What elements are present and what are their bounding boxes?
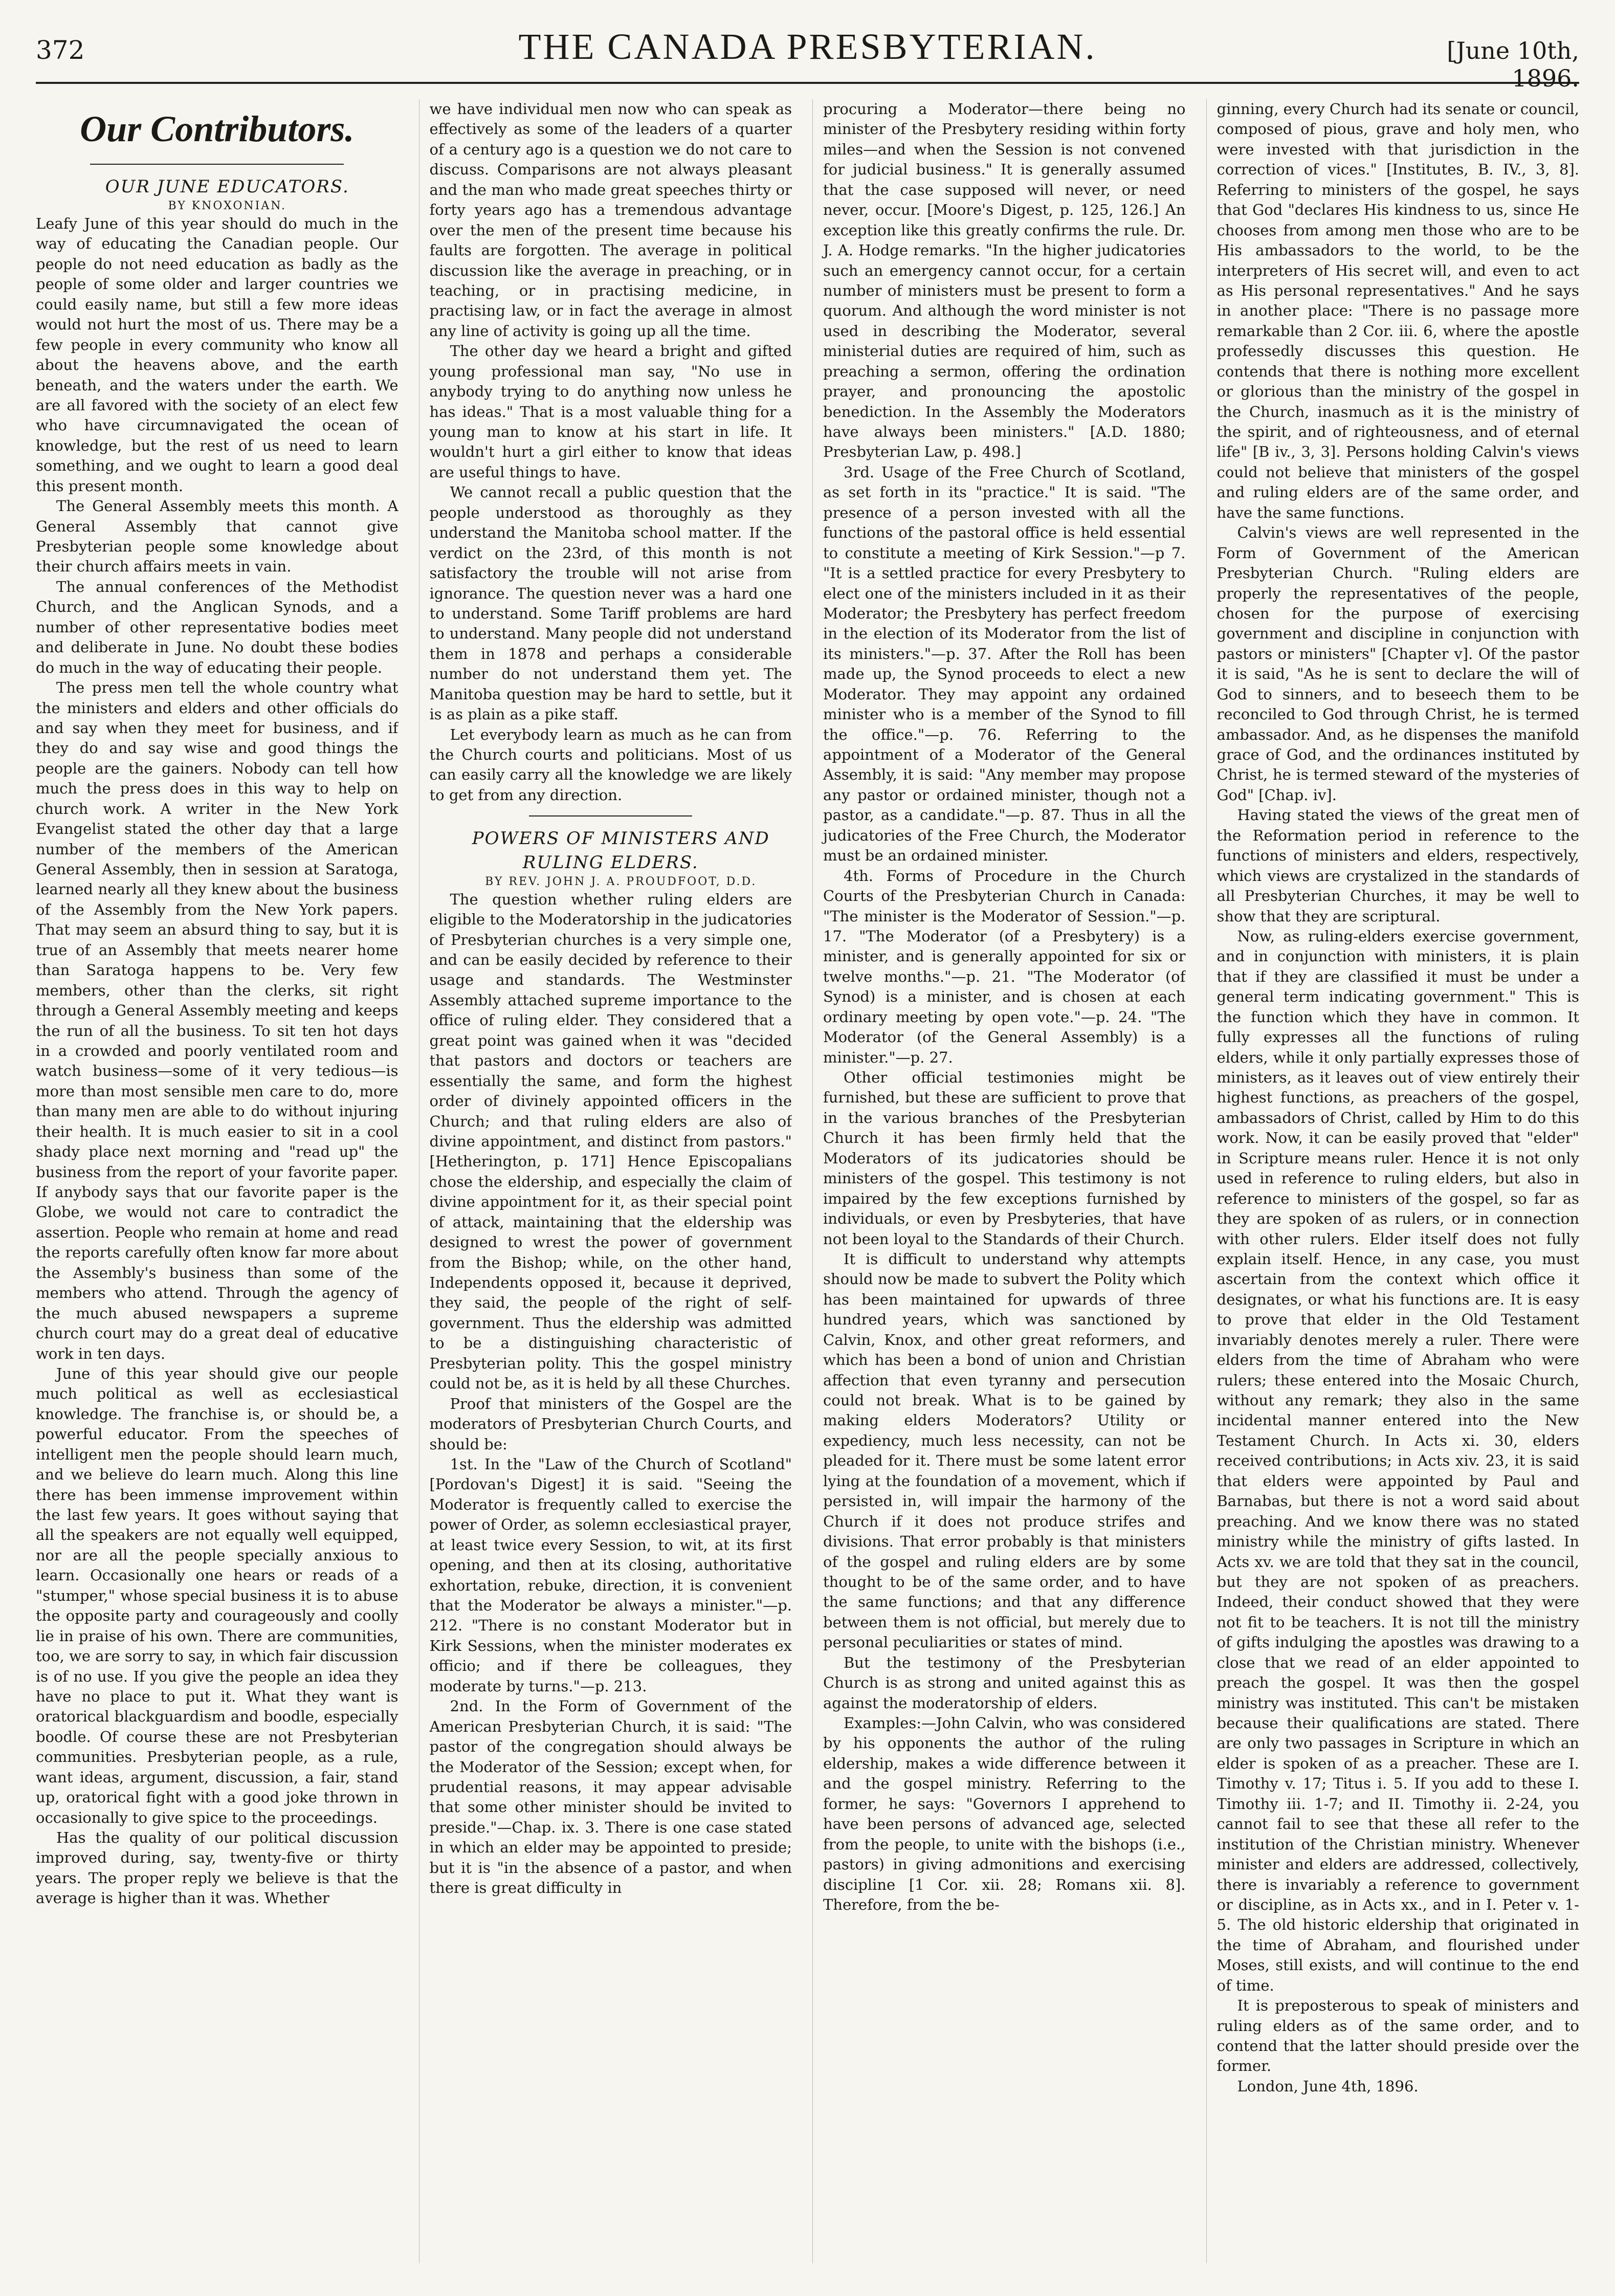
paragraph: Examples:—John Calvin, who was considered by his opponents the author of the ruling eldership, makes a wide difference between it and the gospel ministry. Referring to the former, he says: "Governors I apprehend to have been persons of advanced age, selected from the people, to unite with the bishops (i.e., pastors) in giving admonitions and exercising discipline [1 Cor. xii. 28; Romans xii. 8]. Therefore, from the be- [823,1714,1186,1913]
paragraph: The other day we heard a bright and gifted young professional man say, "No use in anybody trying to do anything now unless he has ideas." That is a most valuable thing for a young man to know at his start in life. It wouldn't hurt a girl either to know that ideas are useful things to have. [429,342,792,481]
paragraph: It is preposterous to speak of ministers and ruling elders as of the same order, and to contend that the latter should preside over the former. [1216,1997,1579,2075]
newspaper-title: THE CANADA PRESBYTERIAN. [518,26,1097,67]
paragraph: The General Assembly meets this month. A General Assembly that cannot give Presbyterian people some knowledge about their church affairs meets in vain. [36,497,399,576]
paragraph: It is difficult to understand why attempts should now be made to subvert the Polity which has been maintained for upwards of three hundred years, which was sanctioned by Calvin, Knox, and other great reformers, and which has been a bond of union and Christian affection that even tyranny and persecution could not break. What is to be gained by making elders Moderators? Utility or expediency, much less necessity, can not be pleaded for it. There must be some latent error lying at the foundation of a movement, which if persisted in, will impair the harmony of the Church if it does not produce strifes and divisions. That error probably is that ministers of the gospel and ruling elders are by some thought to be of the same order, and to have the same functions; and that any difference between them is not official, but merely due to personal peculiarities or states of mind. [823,1250,1186,1651]
issue-date: [June 10th, 1896. [1447,37,1579,92]
paragraph: Has the quality of our political discussion improved during, say, twenty-five or thirty years. The proper reply we believe is that the average is higher than it was. Whether [36,1829,399,1907]
section-title: Our Contributors. [80,108,355,149]
paragraph: The annual conferences of the Methodist Church, and the Anglican Synods, and a number of other representative bodies meet and deliberate in June. No doubt these bodies do much in the way of educating their people. [36,578,399,676]
column-3 [812,99,1186,2263]
paragraph: Calvin's views are well represented in the Form of Government of the American Presbyterian Church. "Ruling elders are properly the representatives of the people, chosen for the purpose of exercising government and discipline in conjunction with pastors or ministers" [Chapter v]. Of the pastor it is said, "As he is sent to declare the will of God to sinners, and to beseech them to be reconciled to God through Christ, he is termed ambassador. And, as he dispenses the manifold grace of God, and the ordinances instituted by Christ, he is termed steward of the mysteries of God" [Chap. iv]. [1216,524,1579,804]
article-byline: BY REV. JOHN J. A. PROUDFOOT, D.D. [485,875,757,888]
paragraph: The question whether ruling elders are eligible to the Moderatorship in the judicatories of Presbyterian churches is a very simple one, and can be easily decided by reference to their usage and standards. The Westminster Assembly attached supreme importance to the office of ruling elder. They considered that a great point was gained when it was "decided that pastors and doctors or teachers are essentially the same, and form the highest order of divinely appointed officers in the Church; and that ruling elders are also of divine appointment, and distinct from pastors." [Hetherington, p. 171] Hence Episcopalians chose the eldership, and especially the claim of divine appointment for it, as their special point of attack, maintaining that the eldership was designed to wrest the power of government from the Bishop; while, on the other hand, Independents opposed it, because it deprived, they said, the people of the right of self-government. Thus the eldership was admitted to be a distinguishing characteristic of Presbyterian polity. This the gospel ministry could not be, as it is held by all these Churches. [429,890,792,1393]
paragraph: We cannot recall a public question that the people understood as thoroughly as they understand the Manitoba school matter. If the verdict on the 23rd, of this month is not satisfactory the trouble will not arise from ignorance. The question never was a hard one to understand. Some Tariff problems are hard to understand. Many people did not understand them in 1878 and perhaps a considerable number do not understand them yet. The Manitoba question may be hard to settle, but it is as plain as a pike staff. [429,483,792,723]
column-4 [1206,99,1580,2263]
paragraph: June of this year should give our people much political as well as ecclesiastical knowledge. The franchise is, or should be, a powerful educator. From the speeches of intelligent men the people should learn much, and we believe do learn much. Along this line there has been immense improvement within the last few years. It goes without saying that all the speakers are not equally well equipped, nor are all the people specially anxious to learn. Occasionally one hears or reads of a "stumper," whose special business it is to abuse the opposite party and courageously and coolly lie in praise of his own. There are communities, too, we are sorry to say, in which fair discussion is of no use. If you give the people an idea they have no place to put it. What they want is oratorical blackguardism and boodle, especially boodle. Of course these are not Presbyterian communities. Presbyterian people, as a rule, want ideas, argument, discussion, a fair, stand up, oratorical fight with a good joke thrown in occasionally to give spice to the proceedings. [36,1364,399,1826]
article-title: POWERS OF MINISTERS AND RULING ELDERS. [472,828,770,873]
section-divider [90,164,344,165]
signature-line: London, June 4th, 1896. [1237,2077,1419,2095]
paragraph: But the testimony of the Presbyterian Church is as strong and united against this as against the moderatorship of elders. [823,1653,1186,1712]
paragraph: 3rd. Usage of the Free Church of Scotland, as set forth in its "practice." It is said. "The presence of a person invested with all the functions of the pastoral office is held essential to constitute a meeting of Kirk Session."—p 7. "It is a settled practice for every Presbytery to elect one of the ministers included in it as their Moderator; the Presbytery has perfect freedom in the election of its Moderator from the list of its ministers."—p. 37. After the Roll has been made up, the Synod proceeds to elect a new Moderator. They may appoint any ordained minister who is a member of the Synod to fill the office."—p. 76. Referring to the appointment of a Moderator of the General Assembly, it is said: "Any member may propose any pastor or ordained minister, though not a pastor, as a candidate."—p. 87. Thus in all the judicatories of the Free Church, the Moderator must be an ordained minister. [823,463,1186,865]
paragraph: Other official testimonies might be furnished, but these are sufficient to prove that in the various branches of the Presbyterian Church it has been firmly held that the Moderators of its judicatories should be ministers of the gospel. This testimony is not impaired by the few exceptions furnished by individuals, or even by Presbyteries, that have not been loyal to the Standards of their Church. [823,1069,1186,1248]
paragraph: procuring a Moderator—there being no minister of the Presbytery residing within forty miles—and when the Session is not convened for judicial business." It is generally assumed that the case supposed will never, or need never, occur. [Moore's Digest, p. 125, 126.] An exception like this greatly confirms the rule. Dr. J. A. Hodge remarks. "In the higher judicatories such an emergency cannot occur, for a certain number of ministers must be present to form a quorum. And although the word minister is not used in describing the Moderator, several ministerial duties are required of him, such as preaching a sermon, offering the ordination prayer, and pronouncing the apostolic benediction. In the Assembly the Moderators have always been ministers." [A.D. 1880; Presbyterian Law, p. 498.] [823,100,1186,461]
paragraph: we have individual men now who can speak as effectively as some of the leaders of a quarter of a century ago is a question we do not care to discuss. Comparisons are not always pleasant and the man who made great speeches thirty or forty years ago has a tremendous advantage over the men of the present time because his faults are forgotten. The average in political discussion like the average in preaching, or in teaching, or in practising medicine, in practising law, or in fact the average in almost any line of activity is going up all the time. [429,100,792,340]
page-number: 372 [36,35,85,65]
column-1 [36,99,399,2263]
paragraph: ginning, every Church had its senate or council, composed of pious, grave and holy men, who were invested with that jurisdiction in the correction of vices." [Institutes, B. IV., 3, 8]. Referring to ministers of the gospel, he says that God "declares His kindness to us, since He chooses from among men those who are to be His ambassadors to the world, to be the interpreters of His secret will, and even to act as His personal representatives." And he says in another place: "There is no passage more remarkable than 2 Cor. iii. 6, where the apostle professedly discusses this question. He contends that there is nothing more excellent or glorious than the ministry of the gospel in the Church, inasmuch as it is the ministry of the spirit, and of righteousness, and of eternal life" [B iv., 3, 3]. Persons holding Calvin's views could not believe that ministers of the gospel and ruling elders are of the same order, and have the same functions. [1216,100,1579,521]
paragraph: Leafy June of this year should do much in the way of educating the Canadian people. Our people do not need education as badly as the people of some older and larger countries we could easily name, but still a few more ideas would not hurt the most of us. There may be a few people in every community who know all about the heavens above, and the earth beneath, and the waters under the earth. We are all favored with the society of an elect few who have circumnavigated the ocean of knowledge, but the rest of us need to learn something, and we ought to learn a good deal this present month. [36,215,399,495]
text-columns [36,99,1579,2263]
paragraph: Now, as ruling-elders exercise government, and in conjunction with ministers, it is plain that if they are classified it must be under a general term indicating government." This is the function which they have in common. It fully expresses all the functions of ruling elders, while it only partially expresses those of ministers, as it leaves out of view entirely their highest functions, as preachers of the gospel, ambassadors of Christ, called by Him to do this work. Now, it can be easily proved that "elder" in Scripture means ruler. Hence it is not only used in reference to ruling elders, but also in reference to ministers of the gospel, so far as they are spoken of as rulers, or in connection with other rulers. Elder itself does not fully explain itself. Hence, in any case, you must ascertain from the context which office it designates, or what his functions are. It is easy to prove that elder in the Old Testament invariably denotes merely a ruler. There were elders from the time of Abraham who were rulers; these entered into the Mosaic Church, without any remark; they also in the same incidental manner entered into the New Testament Church. In Acts xi. 30, elders received contributions; in Acts xiv. 23, it is said that elders were appointed by Paul and Barnabas, but there is not a word said about preaching. And we know there was no stated ministry while the ministry of gifts lasted. In Acts xv. we are told that they sat in the council, but they are not spoken of as preachers. Indeed, their conduct showed that they were not fit to be teachers. It is not till the ministry of gifts indulging the apostles was drawing to a close that we read of an elder appointed to preach the gospel. It was then the gospel ministry was instituted. This can't be mistaken because their qualifications are stated. There are only two passages in Scripture in which an elder is spoken of as a preacher. These are I. Timothy v. 17; Titus i. 5. If you add to these I. Timothy iii. 1-7; and II. Timothy ii. 2-24, you cannot fail to see that these all refer to the institution of the Christian ministry. Whenever minister and elders are addressed, collectively, there is invariably a reference to government or discipline, as in Acts xx., and in I. Peter v. 1-5. The old historic eldership that originated in the time of Abraham, and flourished under Moses, still exists, and will continue to the end of time. [1216,927,1579,1994]
paragraph: Proof that ministers of the Gospel are the moderators of Presbyterian Church Courts, and should be: [429,1395,792,1453]
article-divider [529,815,692,816]
paragraph: Let everybody learn as much as he can from the Church courts and politicians. Most of us can easily carry all the knowledge we are likely to get from any direction. [429,725,792,804]
masthead [36,26,1579,92]
paragraph: 1st. In the "Law of the Church of Scotland" [Pordovan's Digest] it is said. "Seeing the Moderator is frequently called to exercise the power of Order, as solemn ecclesiastical prayer, at least twice every Session, to wit, at its first opening, and then at its closing, authoritative exhortation, rebuke, direction, it is convenient that the Moderator be always a minister."—p. 212. "There is no constant Moderator but in Kirk Sessions, when the minister moderates ex officio; and if there be colleagues, they moderate by turns."—p. 213. [429,1455,792,1695]
paragraph: Having stated the views of the great men of the Reformation period in reference to the functions of ministers and elders, respectively, which views are crystalized in the standards of all Presbyterian Churches, it may be well to show that they are scriptural. [1216,806,1579,925]
paragraph: 4th. Forms of Procedure in the Church Courts of the Presbyterian Church in Canada: "The minister is the Moderator of Session."—p. 17. "The Moderator (of a Presbytery) is a minister, and is generally appointed for six or twelve months."—p. 21. "The Moderator (of Synod) is a minister, and is chosen at each ordinary meeting by open vote."—p. 24. "The Moderator (of the General Assembly) is a minister."—p. 27. [823,867,1186,1066]
article-byline: BY KNOXONIAN. [168,200,287,213]
paragraph: 2nd. In the Form of Government of the American Presbyterian Church, it is said: "The pastor of the congregation should always be the Moderator of the Session; except when, for prudential reasons, it may appear advisable that some other minister should be invited to preside."—Chap. ix. 3. There is one case stated in which an elder may be appointed to preside; but it is "in the absence of a pastor, and when there is great difficulty in [429,1697,792,1897]
column-2 [419,99,792,2263]
article-title: OUR JUNE EDUCATORS. [105,176,349,197]
paragraph: The press men tell the whole country what the ministers and elders and other officials do and say when they meet for business, and if they do and say wise and good things the people are the gainers. Nobody can tell how much the press does in this way to help on church work. A writer in the New York Evangelist stated the other day that a large number of the members of the American General Assembly, then in session at Saratoga, learned nearly all they knew about the business of the Assembly from the New York papers. That may seem an absurd thing to say, but it is true of an Assembly that meets nearer home than Saratoga happens to be. Very few members, other than the clerks, sit right through a General Assembly meeting and keeps the run of all the business. To sit ten hot days in a crowded and poorly ventilated room and watch business—some of it very tedious—is more than most sensible men care to do, more than many men are able to do without injuring their health. It is much easier to sit in a cool shady place next morning and "read up" the business from the report of your favorite paper. If anybody says that our favorite paper is the Globe, we would not care to contradict the assertion. People who remain at home and read the reports carefully often know far more about the Assembly's business than some of the members who attend. Through the agency of the much abused newspapers a supreme church court may do a great deal of educative work in ten days. [36,679,399,1362]
